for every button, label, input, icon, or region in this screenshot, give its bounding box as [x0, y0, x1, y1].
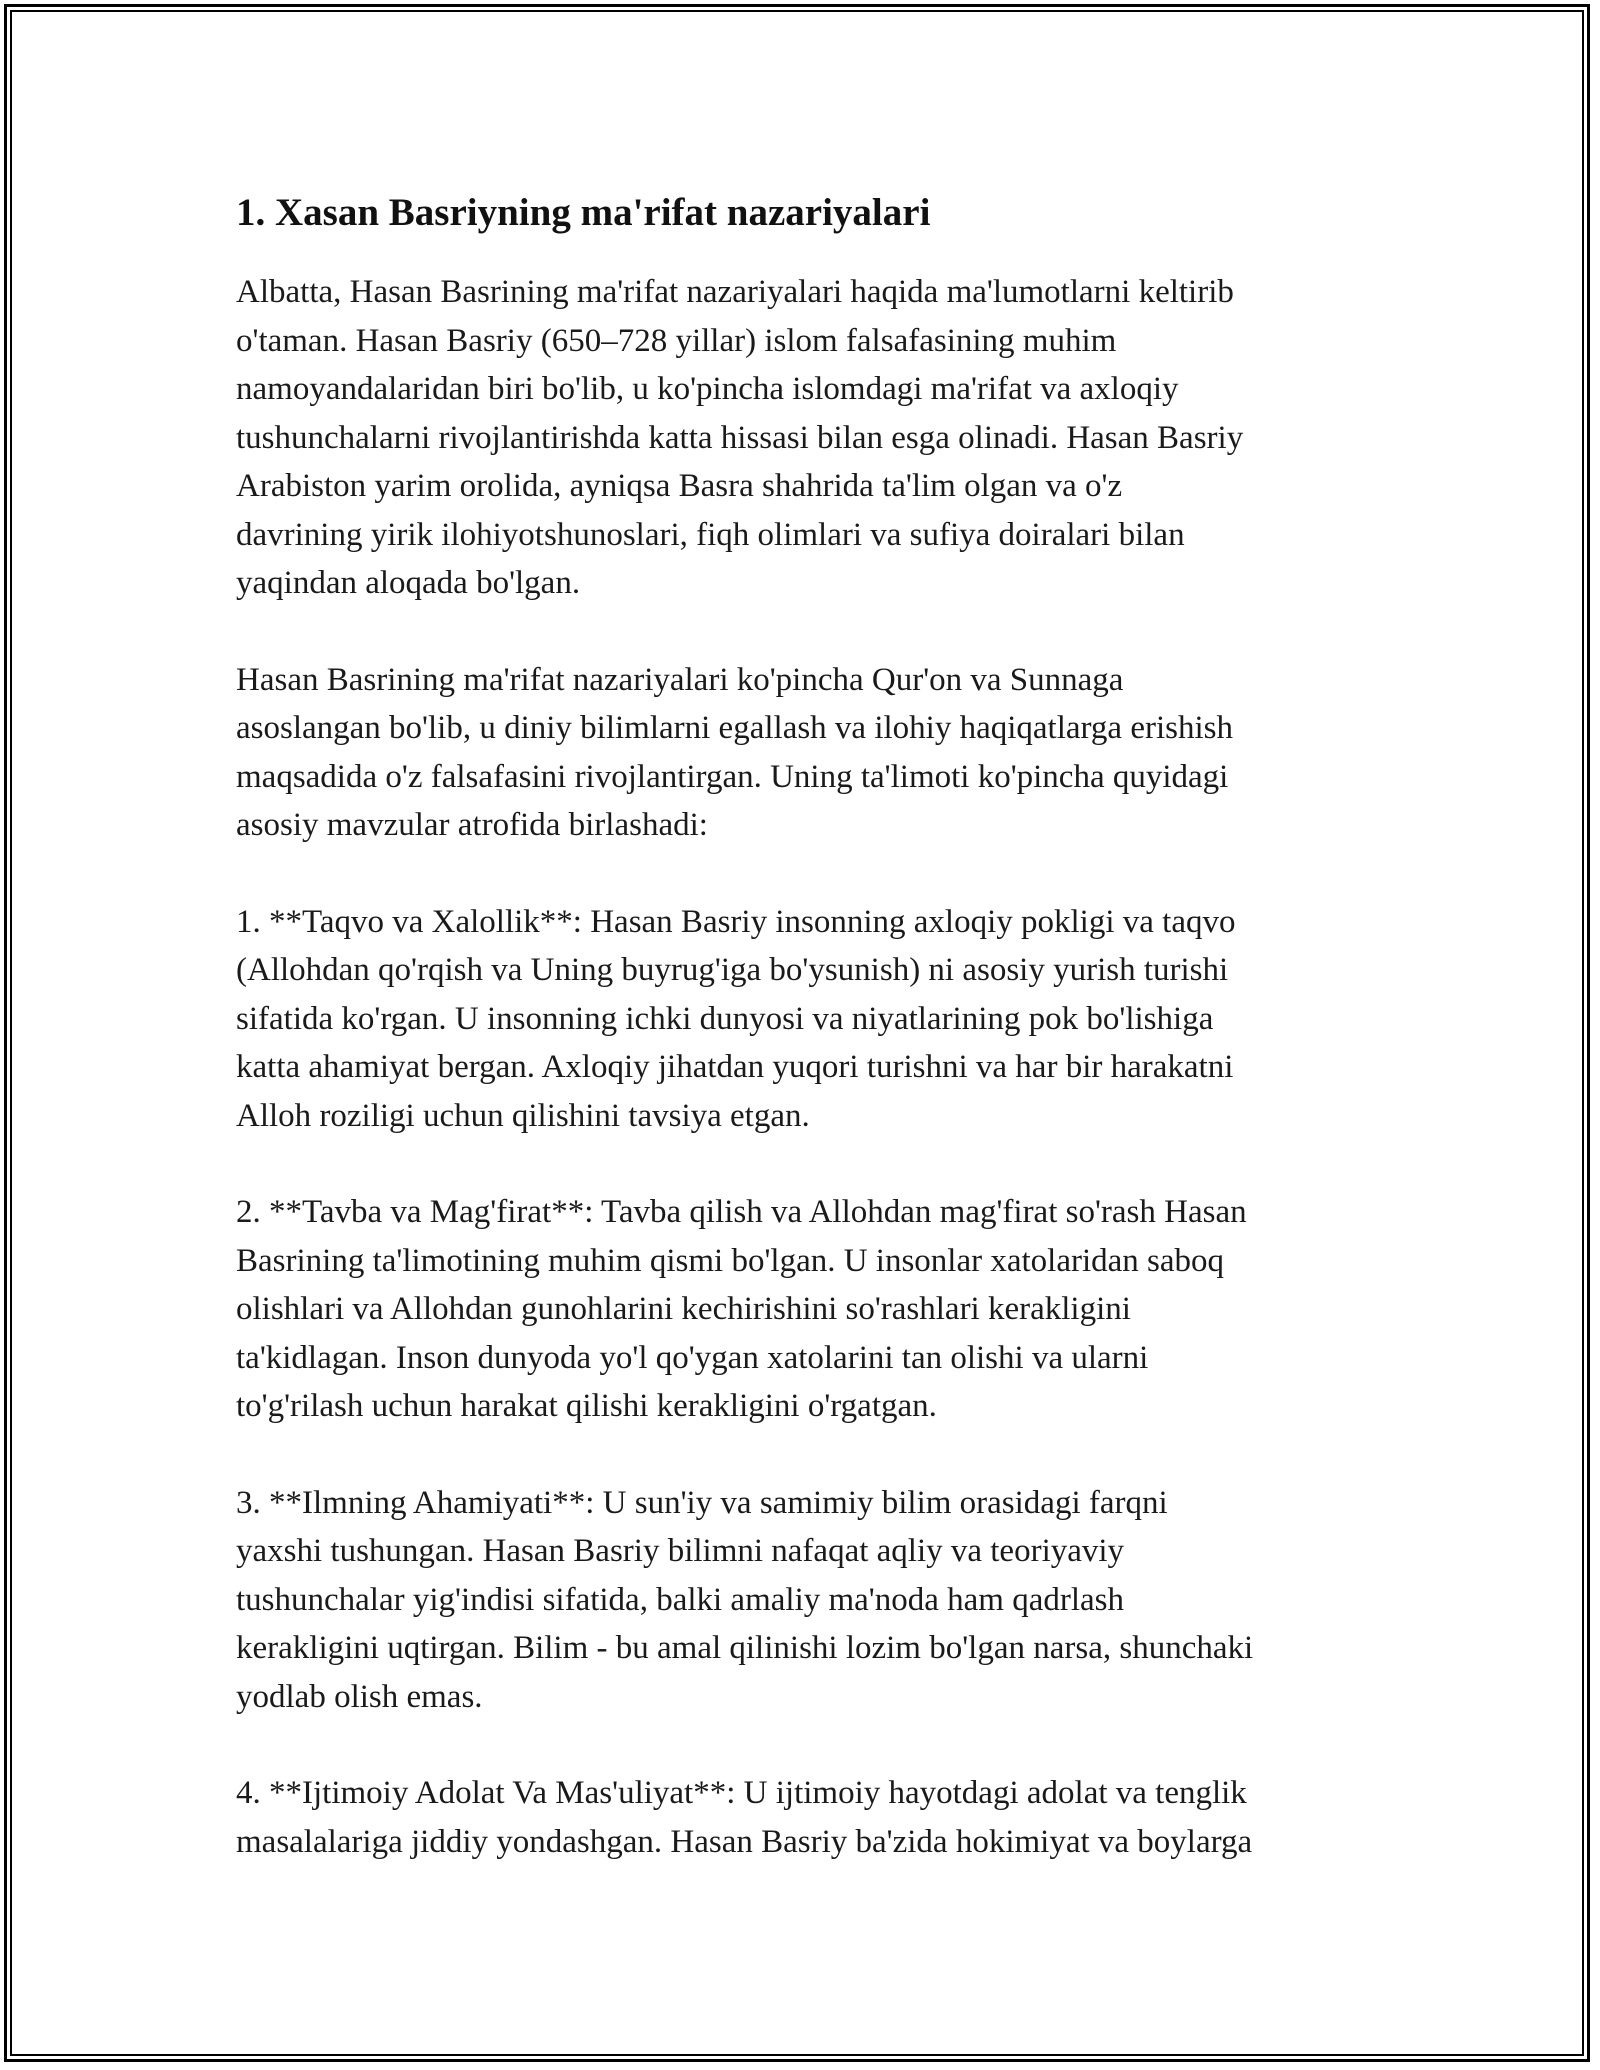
paragraph-item-1: 1. **Taqvo va Xalollik**: Hasan Basriy insonning axloqiy pokligi va taqvo (Allohdan qo'rqish va Uning buyrug'iga bo'ysunish) ni asosiy yurish turishi sifatida ko'rgan. U insonning ichki dunyosi va niyatlarining pok bo'lishiga katta ahamiyat bergan. Axloqiy jihatdan yuqori turishni va har bir harakatni Alloh roziligi uchun qilishini tavsiya etgan.	[236, 903, 1236, 1134]
paragraph-intro: Albatta, Hasan Basrining ma'rifat nazariyalari haqida ma'lumotlarni keltirib o'taman. Hasan Basriy (650–728 yillar) islom falsafasining muhim namoyandalaridan biri bo'lib, u ko'pincha islomdagi ma'rifat va axloqiy tushunchalarni rivojlantirishda katta hissasi bilan esga olinadi. Hasan Basriy Arabiston yarim orolida, ayniqsa Basra shahrida ta'lim olgan va o'z davrining yirik ilohiyotshunoslari, fiqh olimlari va sufiya doiralari bilan yaqindan aloqada bo'lgan.	[236, 274, 1244, 601]
paragraph-overview: Hasan Basrining ma'rifat nazariyalari ko'pincha Qur'on va Sunnaga asoslangan bo'lib, u diniy bilimlarni egallash va ilohiy haqiqatlarga erishish maqsadida o'z falsafasini rivojlantirgan. Uning ta'limoti ko'pincha quyidagi asosiy mavzular atrofida birlashadi:	[236, 661, 1233, 843]
paragraph-item-2: 2. **Tavba va Mag'firat**: Tavba qilish va Allohdan mag'firat so'rash Hasan Basrining ta'limotining muhim qismi bo'lgan. U insonlar xatolaridan saboq olishlari va Allohdan gunohlarini kechirishini so'rashlari kerakligini ta'kidlagan. Inson dunyoda yo'l qo'ygan xatolarini tan olishi va ularni to'g'rilash uchun harakat qilishi kerakligini o'rgatgan.	[236, 1194, 1247, 1424]
document-body	[236, 186, 1376, 1914]
paragraph-item-3: 3. **Ilmning Ahamiyati**: U sun'iy va samimiy bilim orasidagi farqni yaxshi tushungan. Hasan Basriy bilimni nafaqat aqliy va teoriyaviy tushunchalar yig'indisi sifatida, balki amaliy ma'noda ham qadrlash kerakligini uqtirgan. Bilim - bu amal qilinishi lozim bo'lgan narsa, shunchaki yodlab olish emas.	[236, 1484, 1254, 1715]
paragraph-item-4: 4. **Ijtimoiy Adolat Va Mas'uliyat**: U ijtimoiy hayotdagi adolat va tenglik masalalariga jiddiy yondashgan. Hasan Basriy ba'zida hokimiyat va boylarga	[236, 1775, 1253, 1860]
document-title: 1. Xasan Basriyning ma'rifat nazariyalari	[236, 191, 931, 234]
